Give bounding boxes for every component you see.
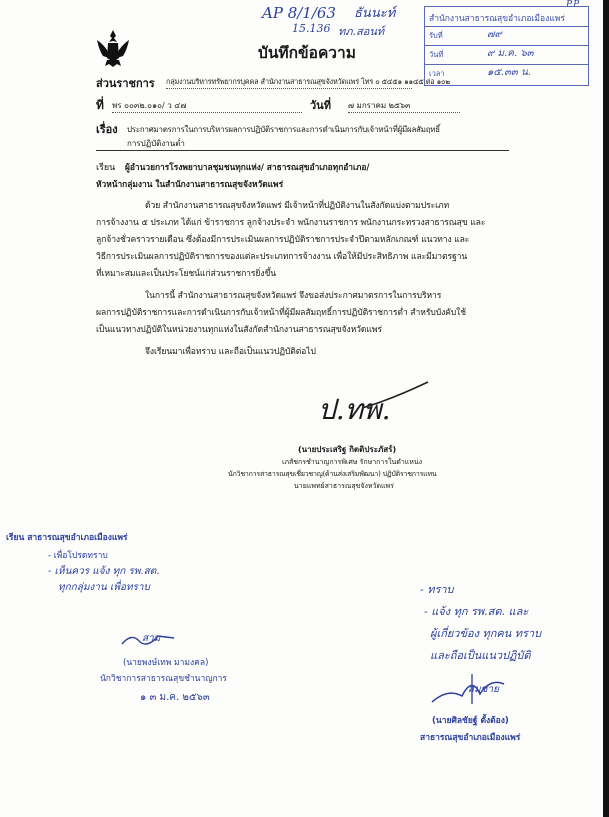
subject-line: การปฏิบัติงานต่ำ — [127, 139, 185, 148]
stamp-office: สำนักงานสาธารณสุขอำเภอเมืองแพร่ — [429, 14, 565, 24]
scan-edge — [603, 0, 609, 817]
body-line: ในการนี้ สำนักงานสาธารณสุขจังหวัดแพร่ จึงขอส่งประกาศมาตรการในการบริหาร — [145, 291, 442, 301]
left-endorse-item: ทุกกลุ่มงาน เพื่อทราบ — [58, 582, 150, 593]
to-label: เรียน — [96, 163, 116, 173]
right-endorse-line: - ทราบ — [420, 583, 454, 596]
signer-name: (นายประเสริฐ กิตติประภัสร์) — [298, 445, 397, 454]
body-line: ลูกจ้างชั่วคราวรายเดือน ซึ่งต้องมีการประเมินผลการปฏิบัติราชการประจำปีตามหลักเกณฑ์ แนวทาง และ — [96, 235, 470, 245]
stamp-label: เวลา — [429, 69, 445, 78]
handwritten-note-sign: ธันนะท์ — [354, 6, 396, 21]
body-line: ที่เหมาะสมและเป็นประโยชน์แก่ส่วนราชการยิ่งขึ้น — [96, 269, 277, 279]
header-divider — [96, 150, 509, 151]
agency-label: ส่วนราชการ — [96, 77, 155, 90]
body-line: เป็นแนวทางปฏิบัติในหน่วยงานทุกแห่งในสังกัดสำนักงานสาธารณสุขจังหวัดแพร่ — [96, 325, 382, 335]
date-label: วันที่ — [310, 99, 331, 112]
stamp-value: ๑๕.๓๓ น. — [487, 67, 531, 78]
signer-position: นายแพทย์สาธารณสุขจังหวัดแพร่ — [294, 482, 394, 490]
signer-position: เภสัชกรชำนาญการพิเศษ รักษาการในตำแหน่ง — [282, 458, 423, 466]
left-endorse-to: เรียน สาธารณสุขอำเภอเมืองแพร่ — [6, 533, 128, 543]
date-value: ๗ มกราคม ๒๕๖๓ — [348, 99, 460, 113]
left-endorse-item: - เพื่อโปรดทราบ — [48, 551, 108, 561]
left-endorse-position: นักวิชาการสาธารณสุขชำนาญการ — [100, 674, 227, 684]
stamp-value: ๙ ม.ค. ๖๓ — [487, 48, 534, 59]
right-endorse-line: และถือเป็นแนวปฏิบัติ — [430, 649, 531, 662]
stamp-row — [425, 45, 588, 65]
right-endorse-line: - แจ้ง ทุก รพ.สต. และ — [424, 605, 529, 618]
body-line: การจ้างงาน ๕ ประเภท ได้แก่ ข้าราชการ ลูกจ้างประจำ พนักงานราชการ พนักงานกระทรวงสาธารณสุข และ — [96, 218, 486, 228]
signature-stroke-icon — [360, 378, 430, 414]
body-line: ผลการปฏิบัติราชการและการดำเนินการกับเจ้าหน้าที่ผู้มีผลสัมฤทธิ์การปฏิบัติราชการต่ำ สำหรับบังคับใช้ — [96, 308, 466, 318]
garuda-emblem-icon — [95, 28, 131, 68]
stamp-label: รับที่ — [429, 31, 443, 40]
left-endorse-item: - เห็นควร แจ้ง ทุก รพ.สต. — [48, 566, 160, 577]
ref-value: พร ๐๐๓๒.๐๑๐/ ว ๔๗ — [112, 99, 302, 113]
stamp-office-row — [425, 7, 588, 27]
stamp-corner-note: P.P. — [566, 0, 581, 10]
handwritten-note-date: 15.136 — [292, 22, 331, 35]
body-line: ด้วย สำนักงานสาธารณสุขจังหวัดแพร่ มีเจ้าหน้าที่ปฏิบัติงานในสังกัดแบ่งตามประเภท — [145, 201, 450, 211]
left-endorse-sign: สาม — [142, 633, 161, 644]
stamp-label: วันที่ — [429, 50, 444, 59]
receive-stamp — [424, 6, 589, 86]
ref-label: ที่ — [96, 98, 104, 112]
left-endorse-date: ๑ ๓ ม.ค. ๒๕๖๓ — [140, 692, 210, 703]
right-endorse-name: (นายศิลชัยฐ์ ตั้งต้อง) — [432, 716, 509, 726]
stamp-row — [425, 26, 588, 46]
left-endorse-name: (นายพงษ์เทพ มามงคล) — [123, 658, 209, 668]
memo-title: บันทึกข้อความ — [258, 44, 356, 62]
closing-line: จึงเรียนมาเพื่อทราบ และถือเป็นแนวปฏิบัติต่อไป — [145, 347, 316, 357]
right-endorse-sign: สมชาย — [468, 684, 499, 695]
signer-signature: ป.ทพ. — [318, 393, 391, 426]
to-line: หัวหน้ากลุ่มงาน ในสำนักงานสาธารณสุขจังหวัดแพร่ — [96, 179, 284, 189]
stamp-value: ๗๙ — [487, 29, 502, 40]
to-line: ผู้อำนวยการโรงพยาบาลชุมชนทุกแห่ง/ สาธารณสุขอำเภอทุกอำเภอ/ — [125, 162, 370, 172]
subject-label: เรื่อง — [96, 123, 118, 136]
handwritten-note-name: ทภ.สอนท์ — [338, 25, 385, 38]
right-endorse-line: ผู้เกี่ยวข้อง ทุกคน ทราบ — [430, 627, 542, 640]
agency-value: กลุ่มงานบริหารทรัพยากรบุคคล สำนักงานสาธารณสุขจังหวัดแพร่ โทร ๐ ๕๔๕๑ ๑๑๔๕ ต่อ ๑๐๒ — [166, 77, 412, 89]
handwritten-ap-note: AP 8/1/63 — [262, 4, 336, 22]
signer-position: นักวิชาการสาธารณสุขเชี่ยวชาญ(ด้านส่งเสริมพัฒนา) ปฏิบัติราชการแทน — [228, 470, 437, 478]
body-line: วิธีการประเมินผลการปฏิบัติราชการของแต่ละประเภทการจ้างงาน เพื่อให้มีประสิทธิภาพ และมีมาตรฐาน — [96, 252, 468, 262]
right-endorse-position: สาธารณสุขอำเภอเมืองแพร่ — [420, 733, 521, 743]
subject-line: ประกาศมาตรการในการบริหารผลการปฏิบัติราชการและการดำเนินการกับเจ้าหน้าที่ผู้มีผลสัมฤทธิ์ — [127, 125, 440, 134]
